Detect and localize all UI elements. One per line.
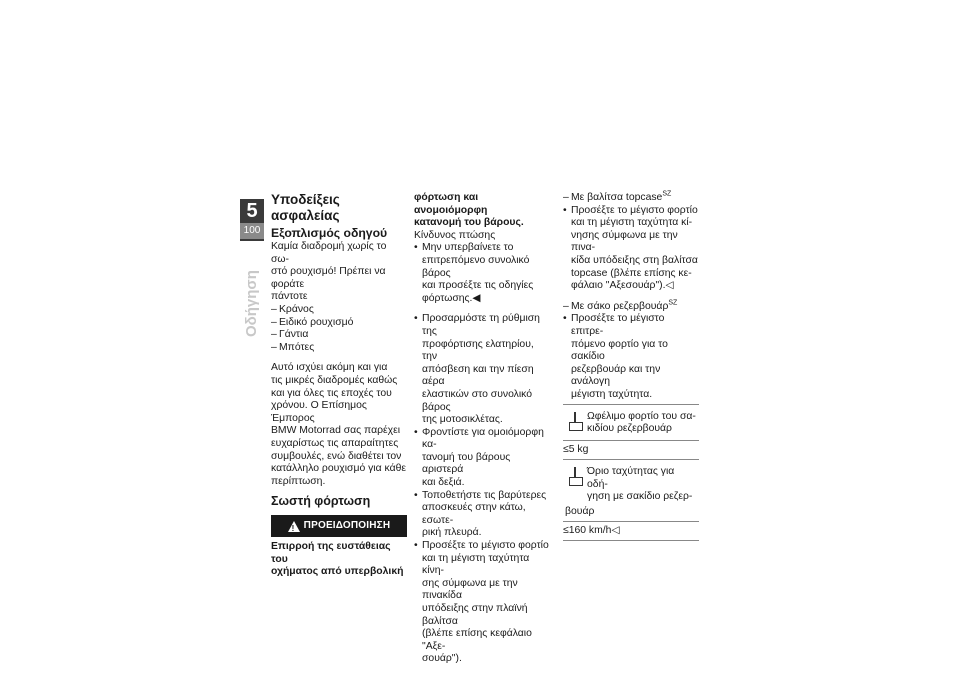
column-3 (563, 192, 699, 541)
table-row (563, 460, 699, 521)
list-item (563, 205, 699, 293)
list-item (414, 313, 550, 426)
bullet-line: σουάρ"). (422, 653, 462, 665)
bullet-line: φόρτωσης.◀ (422, 292, 481, 304)
bullet-line: και προσέξτε τις οδηγίες (422, 280, 534, 292)
warning-banner (271, 515, 407, 537)
bullet-line: • Προσέξτε το μέγιστο φορτίο (571, 204, 698, 216)
bullet-line: ελαστικών στο συνολικό βάρος (422, 388, 533, 413)
chapter-number: 5 (246, 200, 258, 222)
bullet-line: πόμενο φορτίο για το σακίδιο (571, 338, 668, 363)
list-item: – Ειδικό ρουχισμό (271, 317, 407, 330)
list-item (563, 313, 699, 401)
paragraph-line: χρόνου. Ο Επίσημος Έμπορος (271, 400, 367, 424)
condition-tankbag (563, 301, 699, 314)
condition-text: Με σάκο ρεζερβουάρ (571, 300, 669, 312)
bullet-line: αποσκευές στην κάτω, εσωτε- (422, 502, 526, 526)
paragraph-line: κατάλληλο ρουχισμό για κάθε (271, 463, 406, 475)
table-row-label (563, 462, 699, 506)
warning-title-line: οχήματος από υπερβολική (271, 566, 404, 578)
section-title: Σωστή φόρτωση (271, 494, 371, 509)
intro-line: Καμία διαδρομή χωρίς το σω- (271, 241, 387, 265)
bullet-line: προφόρτισης ελατηρίου, την (422, 338, 534, 363)
table-label-line: Όριο ταχύτητας για οδή- (587, 466, 675, 490)
intro-line: στό ρουχισμό! Πρέπει να φοράτε (271, 266, 386, 290)
list-item (414, 427, 550, 490)
weight-icon (569, 467, 583, 485)
bullet-line: απόσβεση και την πίεση αέρα (422, 363, 534, 388)
bullet-line: επιτρεπόμενο συνολικό βάρος (422, 254, 530, 279)
warning-title-line: κατανομή του βάρους. (414, 217, 524, 229)
option-code: SZ (662, 190, 672, 198)
bullet-line: • Τοποθετήστε τις βαρύτερες (422, 489, 547, 501)
option-code: SZ (668, 299, 678, 307)
bullet-line: • Προσέξτε το μέγιστο επιτρε- (571, 313, 665, 337)
bullet-line: μέγιστη ταχύτητα. (571, 388, 653, 400)
bullet-line: κίδα υπόδειξης στη βαλίτσα (571, 254, 698, 266)
danger-text: Κίνδυνος πτώσης (414, 229, 496, 241)
warning-title-line: Επιρροή της ευστάθειας του (271, 541, 391, 565)
list-item: – Κράνος (271, 304, 407, 317)
chapter-side-label: Οδήγηση (243, 270, 260, 337)
list-item (414, 540, 550, 666)
bullet-line: τανομή του βάρους αριστερά (422, 451, 511, 476)
list-item: – Γάντια (271, 329, 407, 342)
bullet-line: ρική πλευρά. (422, 527, 482, 539)
column-1 (271, 192, 407, 579)
paragraph-line: και για όλες τις εποχές του (271, 387, 392, 399)
column-2 (414, 192, 550, 666)
condition-topcase (563, 192, 699, 205)
bullet-line: και τη μέγιστη ταχύτητα κίνη- (422, 552, 530, 577)
bullet-line: και τη μέγιστη ταχύτητα κί- (571, 217, 693, 229)
bullet-line: νησης σύμφωνα με την πινα- (571, 229, 678, 254)
table-label-line: κιδίου ρεζερβουάρ (587, 423, 672, 435)
table-value: ≤160 km/h◁ (563, 522, 699, 542)
bullet-line: (βλέπε επίσης κεφάλαιο "Αξε- (422, 628, 532, 652)
bullet-line: φάλαιο "Αξεσουάρ").◁ (571, 280, 674, 292)
bullet-line: • Μην υπερβαίνετε το (422, 242, 514, 254)
bullet-line: της μοτοσικλέτας. (422, 414, 503, 426)
bullet-line: • Προσέξτε το μέγιστο φορτίο (422, 540, 549, 552)
bullet-line: και δεξιά. (422, 477, 465, 489)
page-title: Υποδείξεις ασφαλείας (271, 192, 340, 223)
chapter-tab (240, 199, 264, 241)
subsection-title: Εξοπλισμός οδηγού (271, 226, 388, 240)
bullet-line: υπόδειξης στην πλαϊνή βαλίτσα (422, 603, 528, 627)
table-label-line: βουάρ (565, 506, 595, 518)
bullet-line: topcase (βλέπε επίσης κε- (571, 267, 692, 279)
condition-text: Με βαλίτσα topcase (571, 192, 663, 203)
bullet-line: ρεζερβουάρ και την ανάλογη (571, 363, 661, 388)
warning-label: ΠΡΟΕΙΔΟΠΟΙΗΣΗ (303, 519, 391, 531)
list-item (414, 242, 550, 305)
paragraph-line: περίπτωση. (271, 475, 326, 487)
paragraph-line: τις μικρές διαδρομές καθώς (271, 374, 398, 386)
table-row (563, 405, 699, 441)
table-row-label (563, 407, 699, 438)
page-number: 100 (240, 223, 264, 239)
warning-title-line: φόρτωση και ανομοιόμορφη (414, 192, 488, 216)
paragraph-line: ευχαρίστως τις απαραίτητες (271, 437, 399, 449)
paragraph-line: BMW Motorrad σας παρέχει (271, 425, 401, 437)
warning-icon: ! (288, 521, 300, 532)
bullet-line: • Φροντίστε για ομοιόμορφη κα- (422, 426, 544, 451)
paragraph-line: συμβουλές, ενώ διαθέτει τον (271, 450, 402, 462)
weight-icon (569, 412, 583, 430)
spec-table (563, 404, 699, 542)
list-item: – Μπότες (271, 342, 407, 355)
table-label-line: Ωφέλιμο φορτίο του σα- (587, 410, 696, 422)
paragraph-line: Αυτό ισχύει ακόμη και για (271, 362, 388, 374)
table-label-line: γηση με σακίδιο ρεζερ- (587, 491, 693, 503)
bullet-line: σης σύμφωνα με την πινακίδα (422, 577, 518, 602)
list-item (414, 490, 550, 540)
intro-line: πάντοτε (271, 291, 308, 303)
table-value: ≤5 kg (563, 441, 699, 461)
bullet-line: • Προσαρμόστε τη ρύθμιση της (422, 313, 540, 337)
